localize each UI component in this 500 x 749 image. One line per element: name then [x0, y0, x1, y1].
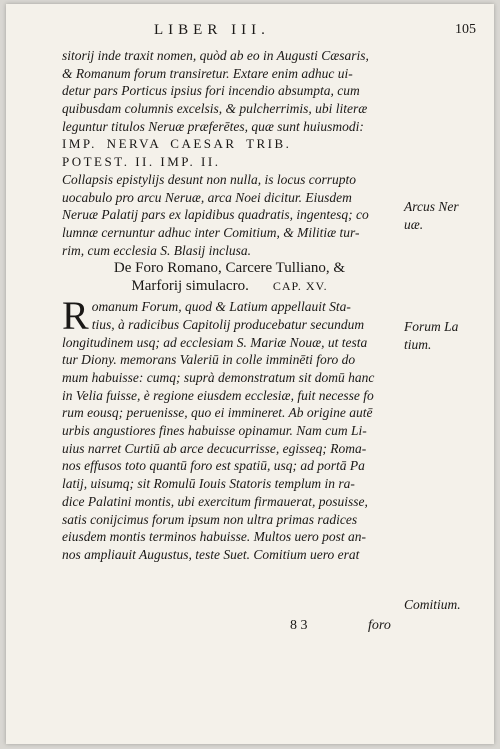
text-line: rim, cum ecclesia S. Blasij inclusa. [62, 242, 251, 258]
text-line: nos ampliauit Augustus, teste Suet. Comitium uero erat [62, 546, 360, 562]
text-line: in Velia fuisse, è regione eiusdem ecclesiæ, fuit necesse fo [62, 387, 374, 403]
margin-note-arcus: Arcus Ner [404, 199, 459, 214]
text-line: uocabulo pro arcu Neruæ, arca Noei dicitur. Eiusdem [62, 189, 352, 205]
text-line: omanum Forum, quod & Latium appellauit Sta- [91, 299, 351, 315]
text-line: lumnæ cernuntur adhuc inter Comitium, & Militiæ tur- [62, 224, 360, 240]
drop-capital: R [62, 293, 89, 339]
margin-note-forum-latium-cont: tium. [404, 337, 432, 352]
text-line: rum eousq; peruenisse, quo ei immineret. Ab origine autē [62, 405, 373, 421]
margin-note-arcus-cont: uæ. [404, 217, 424, 232]
running-header [6, 22, 494, 42]
text-line: tur Diony. memorans Valeriū in colle imminēti foro do [62, 352, 356, 368]
heading-line: De Foro Romano, Carcere Tulliano, & [113, 260, 346, 277]
text-line: longitudinem usq; ad ecclesiam S. Mariæ Nouæ, ut testa [62, 334, 368, 350]
text-line: tius, à radicibus Capitolij producebatur secundum [91, 316, 365, 332]
text-line: uius narret Curtiū ab arce decucurrisse, egisseq; Roma- [62, 440, 367, 456]
margin-note-comitium: Comitium. [404, 597, 461, 612]
text-line: eiusdem montis terminos habuisse. Multos uero post an- [62, 529, 366, 545]
text-block [62, 47, 397, 564]
catchword: foro [368, 618, 391, 633]
signature-mark: 8 3 [290, 618, 308, 633]
text-line: quibusdam columnis excelsis, & pulcherrimis, ubi literæ [62, 101, 368, 117]
text-line: urbis angustiores fines habuisse opinamur. Nam cum Li- [62, 423, 367, 439]
page-number: 105 [455, 22, 476, 37]
text-line: sitorij inde traxit nomen, quòd ab eo in Augusti Cæsaris, [62, 48, 369, 63]
heading-line-text: Marforij simulacro. [131, 278, 249, 295]
margin-note-forum-latium: Forum La [404, 319, 459, 334]
inscription-line: POTEST. II. IMP. II. [62, 154, 221, 170]
book-page [6, 4, 494, 744]
page-footer [6, 618, 494, 638]
text-line: detur pars Porticus ipsius fori incendio absumpta, cum [62, 83, 360, 99]
chapter-number: CAP. XV. [272, 279, 328, 294]
running-title: LIBER III. [154, 22, 270, 38]
text-line: dice Palatini montis, ubi exercitum firmauerat, posuisse, [62, 493, 368, 509]
text-line: Neruæ Palatij pars ex lapidibus quadratis, ingentesq; co [62, 207, 369, 223]
heading-line-2 [62, 278, 397, 296]
text-line: leguntur titulos Neruæ præferētes, quæ sunt huiusmodi: [62, 118, 364, 134]
text-line: Collapsis epistylijs desunt non nulla, is locus corrupto [62, 171, 357, 187]
text-line: satis conijcimus forum ipsum non ultra primas radices [62, 511, 358, 527]
text-line: & Romanum forum transiretur. Extare enim adhuc ui- [62, 65, 353, 81]
inscription-line: IMP. NERVA CAESAR TRIB. [62, 136, 292, 152]
text-line: latij, uisumq; sit Romulū Iouis Statoris templum in ra- [62, 476, 355, 492]
paragraph-forum [62, 293, 397, 563]
chapter-heading [62, 260, 397, 296]
text-line: nos effusos toto quantū foro est spatiū, usq; ad portā Pa [62, 458, 365, 474]
text-line: mum habuisse: cumq; suprà demonstratum sit domū hanc [62, 370, 375, 385]
paragraph-nerva [62, 47, 397, 259]
